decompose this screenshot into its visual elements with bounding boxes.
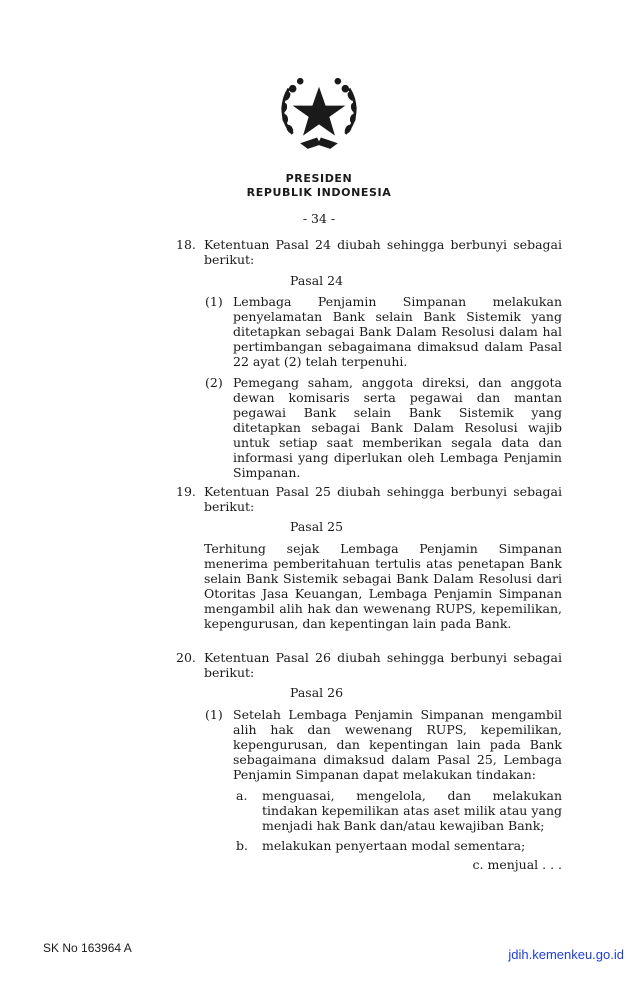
item-19-intro: Ketentuan Pasal 25 diubah sehingga berbunyi sebagai berikut: [204,484,562,514]
pasal-25-title: Pasal 25 [290,519,344,534]
subitem-a-text: menguasai, mengelola, dan melakukan tindakan kepemilikan atas aset milik atau yang menjadi hak Bank dan/atau kewajiban Bank; [262,788,562,833]
clause-26-1-number: (1) [205,707,223,722]
page-number: - 34 - [302,211,336,226]
document-code: SK No 163964 A [43,941,132,955]
source-link[interactable]: jdih.kemenkeu.go.id [508,947,624,962]
garuda-emblem-icon [272,68,366,162]
item-19-number: 19. [176,484,196,499]
pasal-26-title: Pasal 26 [290,685,344,700]
clause-26-1-text: Setelah Lembaga Penjamin Simpanan mengambil alih hak dan wewenang RUPS, kepemilikan, kepengurusan, dan kepentingan lain pada Bank sebagaimana dimaksud dalam Pasal 25, Lembaga Penjamin Simpanan dapat melakukan tindakan: [233,707,562,782]
header-presiden: PRESIDEN [285,172,353,185]
clause-24-1-number: (1) [205,294,223,309]
subitem-b-text: melakukan penyertaan modal sementara; [262,838,526,853]
clause-24-2-text: Pemegang saham, anggota direksi, dan anggota dewan komisaris serta pegawai dan mantan pegawai Bank selain Bank Sistemik yang ditetapkan sebagai Bank Dalam Resolusi wajib untuk setiap saat memberikan segala data dan informasi yang diperlukan oleh Lembaga Penjamin Simpanan. [233,375,562,480]
subitem-a-number: a. [236,788,248,803]
item-20-number: 20. [176,650,196,665]
pasal-24-title: Pasal 24 [290,273,344,288]
header-republik: REPUBLIK INDONESIA [246,186,392,199]
pasal-25-body: Terhitung sejak Lembaga Penjamin Simpanan menerima pemberitahuan tertulis atas penetapan Bank selain Bank Sistemik sebagai Bank Dalam Resolusi dari Otoritas Jasa Keuangan, Lembaga Penjamin Simpanan mengambil alih hak dan wewenang RUPS, kepemilikan, kepengurusan, dan kepentingan lain pada Bank. [204,541,562,631]
item-20-intro: Ketentuan Pasal 26 diubah sehingga berbunyi sebagai berikut: [204,650,562,680]
item-18-number: 18. [176,237,196,252]
continuation-marker: c. menjual . . . [472,857,562,872]
item-18-intro: Ketentuan Pasal 24 diubah sehingga berbunyi sebagai berikut: [204,237,562,267]
clause-24-1-text: Lembaga Penjamin Simpanan melakukan penyelamatan Bank selain Bank Sistemik yang ditetapkan sebagai Bank Dalam Resolusi dalam hal pertimbangan sebagaimana dimaksud dalam Pasal 22 ayat (2) telah terpenuhi. [233,294,562,369]
subitem-b-number: b. [236,838,248,853]
clause-24-2-number: (2) [205,375,223,390]
